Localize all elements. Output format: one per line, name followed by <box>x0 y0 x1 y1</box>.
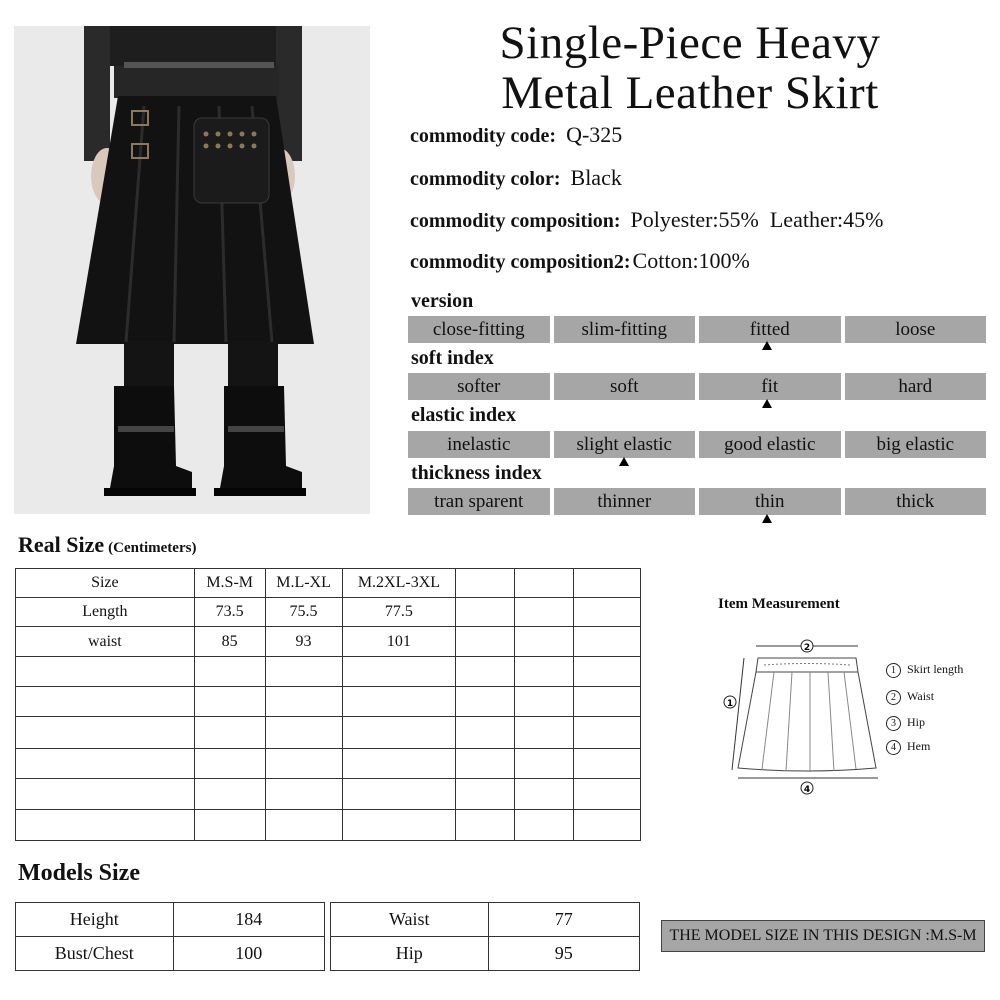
elastic-index-scale <box>408 431 986 458</box>
table-cell <box>16 810 195 841</box>
table-header-cell <box>515 569 574 598</box>
version-option: close-fitting <box>408 316 550 343</box>
soft-index-label: soft index <box>411 347 494 369</box>
attr-color-value: Black <box>570 165 622 190</box>
table-cell <box>265 779 342 810</box>
attr-composition-value: Polyester:55% Leather:45% <box>630 207 884 232</box>
table-cell: 184 <box>173 903 324 937</box>
table-cell <box>515 627 574 657</box>
table-cell <box>515 810 574 841</box>
legend-waist <box>886 689 934 705</box>
thickness-index-scale <box>408 488 986 515</box>
table-cell: 100 <box>173 937 324 971</box>
models-size-table-right <box>330 902 640 971</box>
table-header-cell: M.2XL-3XL <box>342 569 456 598</box>
table-cell <box>456 687 515 717</box>
table-cell <box>265 657 342 687</box>
legend-number-3: 3 <box>886 716 901 731</box>
svg-text:1: 1 <box>726 699 734 709</box>
version-option: loose <box>845 316 987 343</box>
title-line-1: Single-Piece Heavy <box>499 17 881 69</box>
table-cell <box>194 749 265 779</box>
thickness-index-option: tran sparent <box>408 488 550 515</box>
soft-index-option: softer <box>408 373 550 400</box>
table-cell <box>574 657 641 687</box>
legend-hem <box>886 739 930 755</box>
legend-hip <box>886 715 925 731</box>
skirt-outline-icon <box>718 632 888 802</box>
table-row <box>16 657 641 687</box>
elastic-index-option: slight elastic <box>554 431 696 458</box>
table-header-cell <box>456 569 515 598</box>
table-row <box>16 903 325 937</box>
legend-number-4: 4 <box>886 740 901 755</box>
table-header-cell: Size <box>16 569 195 598</box>
table-cell <box>574 598 641 627</box>
version-selected-marker <box>762 341 772 350</box>
table-cell <box>456 749 515 779</box>
models-size-table-left <box>15 902 325 971</box>
attr-composition2-value: Cotton:100% <box>632 248 750 273</box>
table-cell <box>342 749 456 779</box>
table-cell: Hip <box>331 937 489 971</box>
legend-number-2: 2 <box>886 690 901 705</box>
table-cell: Height <box>16 903 174 937</box>
real-size-unit: (Centimeters) <box>108 540 197 556</box>
table-cell: waist <box>16 627 195 657</box>
item-measurement-title: Item Measurement <box>718 596 840 612</box>
table-cell <box>574 749 641 779</box>
attr-color <box>410 165 622 191</box>
version-scale <box>408 316 986 343</box>
soft-index-option: fit <box>699 373 841 400</box>
table-cell: Length <box>16 598 195 627</box>
table-cell <box>194 687 265 717</box>
table-row <box>16 717 641 749</box>
table-cell <box>16 779 195 810</box>
table-header-cell: M.L-XL <box>265 569 342 598</box>
table-cell <box>456 779 515 810</box>
table-cell <box>194 657 265 687</box>
table-cell: 77.5 <box>342 598 456 627</box>
table-header-row <box>16 569 641 598</box>
legend-label: Waist <box>907 689 935 703</box>
real-size-table <box>15 568 641 841</box>
table-row <box>16 627 641 657</box>
version-label: version <box>411 290 474 312</box>
table-cell <box>574 627 641 657</box>
title-line-2: Metal Leather Skirt <box>501 67 879 119</box>
table-cell <box>456 598 515 627</box>
table-cell <box>515 717 574 749</box>
table-row <box>331 937 640 971</box>
table-row <box>16 687 641 717</box>
attr-composition <box>410 207 883 233</box>
product-title <box>410 18 970 118</box>
attr-code-value: Q-325 <box>566 122 623 147</box>
table-cell <box>574 779 641 810</box>
table-row <box>16 937 325 971</box>
table-cell <box>265 810 342 841</box>
table-cell <box>265 687 342 717</box>
table-cell <box>342 717 456 749</box>
version-option: fitted <box>699 316 841 343</box>
table-cell: 77 <box>488 903 639 937</box>
table-cell <box>515 779 574 810</box>
table-row <box>16 779 641 810</box>
thickness-index-label: thickness index <box>411 462 542 484</box>
elastic-index-option: big elastic <box>845 431 987 458</box>
legend-label: Skirt length <box>907 662 964 676</box>
table-cell: 75.5 <box>265 598 342 627</box>
table-cell <box>456 627 515 657</box>
soft-index-selected-marker <box>762 399 772 408</box>
table-cell <box>574 687 641 717</box>
legend-number-1: 1 <box>886 663 901 678</box>
thickness-index-option: thin <box>699 488 841 515</box>
table-cell: Bust/Chest <box>16 937 174 971</box>
models-size-title: Models Size <box>18 860 140 886</box>
soft-index-scale <box>408 373 986 400</box>
table-header-cell <box>574 569 641 598</box>
table-cell: 73.5 <box>194 598 265 627</box>
table-cell <box>515 657 574 687</box>
model-size-note: THE MODEL SIZE IN THIS DESIGN :M.S-M <box>661 920 985 952</box>
table-cell <box>515 598 574 627</box>
attr-composition2 <box>410 248 750 274</box>
skirt-model-image <box>14 26 370 514</box>
thickness-index-option: thick <box>845 488 987 515</box>
table-cell <box>574 717 641 749</box>
attr-code <box>410 122 622 148</box>
svg-text:4: 4 <box>803 785 811 795</box>
table-cell: 101 <box>342 627 456 657</box>
table-cell <box>456 810 515 841</box>
table-row <box>16 810 641 841</box>
table-cell <box>194 717 265 749</box>
table-cell <box>194 810 265 841</box>
skirt-measurement-diagram <box>718 632 888 802</box>
attr-color-label: commodity color: <box>410 168 561 190</box>
table-cell <box>16 717 195 749</box>
table-cell <box>16 749 195 779</box>
table-cell <box>194 779 265 810</box>
elastic-index-option: good elastic <box>699 431 841 458</box>
version-option: slim-fitting <box>554 316 696 343</box>
svg-text:2: 2 <box>803 643 811 653</box>
table-cell <box>456 657 515 687</box>
elastic-index-selected-marker <box>619 457 629 466</box>
table-cell <box>515 687 574 717</box>
thickness-index-option: thinner <box>554 488 696 515</box>
table-cell <box>16 657 195 687</box>
soft-index-option: hard <box>845 373 987 400</box>
table-cell <box>342 779 456 810</box>
attr-composition-label: commodity composition: <box>410 210 621 232</box>
table-cell: 93 <box>265 627 342 657</box>
legend-label: Hem <box>907 739 931 753</box>
table-cell <box>574 810 641 841</box>
attr-composition2-label: commodity composition2: <box>410 251 631 273</box>
elastic-index-label: elastic index <box>411 404 516 426</box>
table-cell <box>515 749 574 779</box>
product-photo <box>14 26 370 514</box>
table-cell <box>456 717 515 749</box>
table-cell <box>16 687 195 717</box>
table-row <box>16 598 641 627</box>
legend-label: Hip <box>907 715 925 729</box>
table-row <box>16 749 641 779</box>
real-size-heading <box>18 532 196 558</box>
thickness-index-selected-marker <box>762 514 772 523</box>
elastic-index-option: inelastic <box>408 431 550 458</box>
table-row <box>331 903 640 937</box>
table-cell <box>265 749 342 779</box>
table-cell <box>342 810 456 841</box>
table-cell <box>342 657 456 687</box>
table-cell <box>342 687 456 717</box>
attr-code-label: commodity code: <box>410 125 557 147</box>
table-header-cell: M.S-M <box>194 569 265 598</box>
table-cell: 85 <box>194 627 265 657</box>
table-cell: Waist <box>331 903 489 937</box>
real-size-title: Real Size <box>18 532 105 557</box>
legend-skirt-length <box>886 662 963 678</box>
soft-index-option: soft <box>554 373 696 400</box>
table-cell <box>265 717 342 749</box>
table-cell: 95 <box>488 937 639 971</box>
